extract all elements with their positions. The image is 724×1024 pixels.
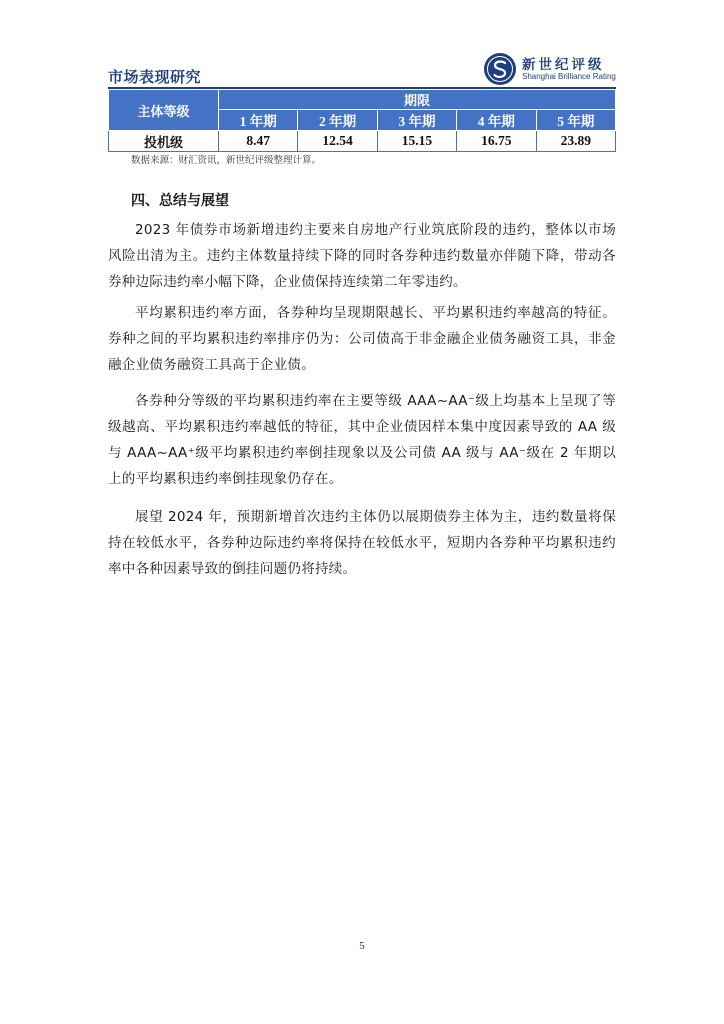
table-row	[109, 131, 616, 152]
paragraph: 2023 年债券市场新增违约主要来自房地产行业筑底阶段的违约，整体以市场风险出清为主。违约主体数量持续下降的同时各券种违约数量亦伴随下降，带动各券种边际违约率小幅下降，企业债保持连续第二年零违约。	[108, 222, 616, 290]
table-cell: 23.89	[536, 131, 615, 152]
logo-name-en: Shanghai Brilliance Rating	[522, 72, 616, 81]
logo-name-cn: 新世纪评级	[522, 57, 605, 73]
company-logo	[483, 50, 615, 88]
table-source-note: 数据来源：财汇资讯，新世纪评级整理计算。	[131, 155, 322, 166]
table-column-header: 2 年期	[298, 110, 377, 131]
page-header-title: 市场表现研究	[108, 68, 202, 86]
table-cell-category: 投机级	[109, 131, 219, 152]
paragraph: 展望 2024 年，预期新增首次违约主体仍以展期债券主体为主，违约数量将保持在较低水平，各券种边际违约率将保持在较低水平，短期内各券种平均累积违约率中各种因素导致的倒挂问题仍将持续。	[108, 509, 616, 577]
page-number: 5	[359, 940, 365, 952]
paragraph: 各券种分等级的平均累积违约率在主要等级 AAA~AA⁻级上均基本上呈现了等级越高、平均累积违约率越低的特征，其中企业债因样本集中度因素导致的 AA 级与 AAA~AA⁺级平均累积违约率倒挂现象以及公司债 AA 级与 AA⁻级在 2 年期以上的平均累积违约率倒挂现象仍存在。	[108, 393, 616, 487]
table-cell: 12.54	[298, 131, 377, 152]
logo-emblem-icon	[483, 52, 517, 86]
default-rate-table	[108, 89, 616, 152]
table-cell: 15.15	[377, 131, 456, 152]
table-column-header: 5 年期	[536, 110, 615, 131]
table-column-header: 4 年期	[457, 110, 536, 131]
table-row-header: 主体等级	[109, 90, 219, 131]
table-column-header: 1 年期	[219, 110, 298, 131]
section-heading: 四、总结与展望	[131, 193, 229, 209]
table-cell: 16.75	[457, 131, 536, 152]
paragraph: 平均累积违约率方面，各券种均呈现期限越长、平均累积违约率越高的特征。券种之间的平均累积违约率排序仍为：公司债高于非金融企业债务融资工具，非金融企业债务融资工具高于企业债。	[108, 305, 616, 373]
table-cell: 8.47	[219, 131, 298, 152]
table-column-header: 3 年期	[377, 110, 456, 131]
table-group-header: 期限	[219, 90, 616, 110]
